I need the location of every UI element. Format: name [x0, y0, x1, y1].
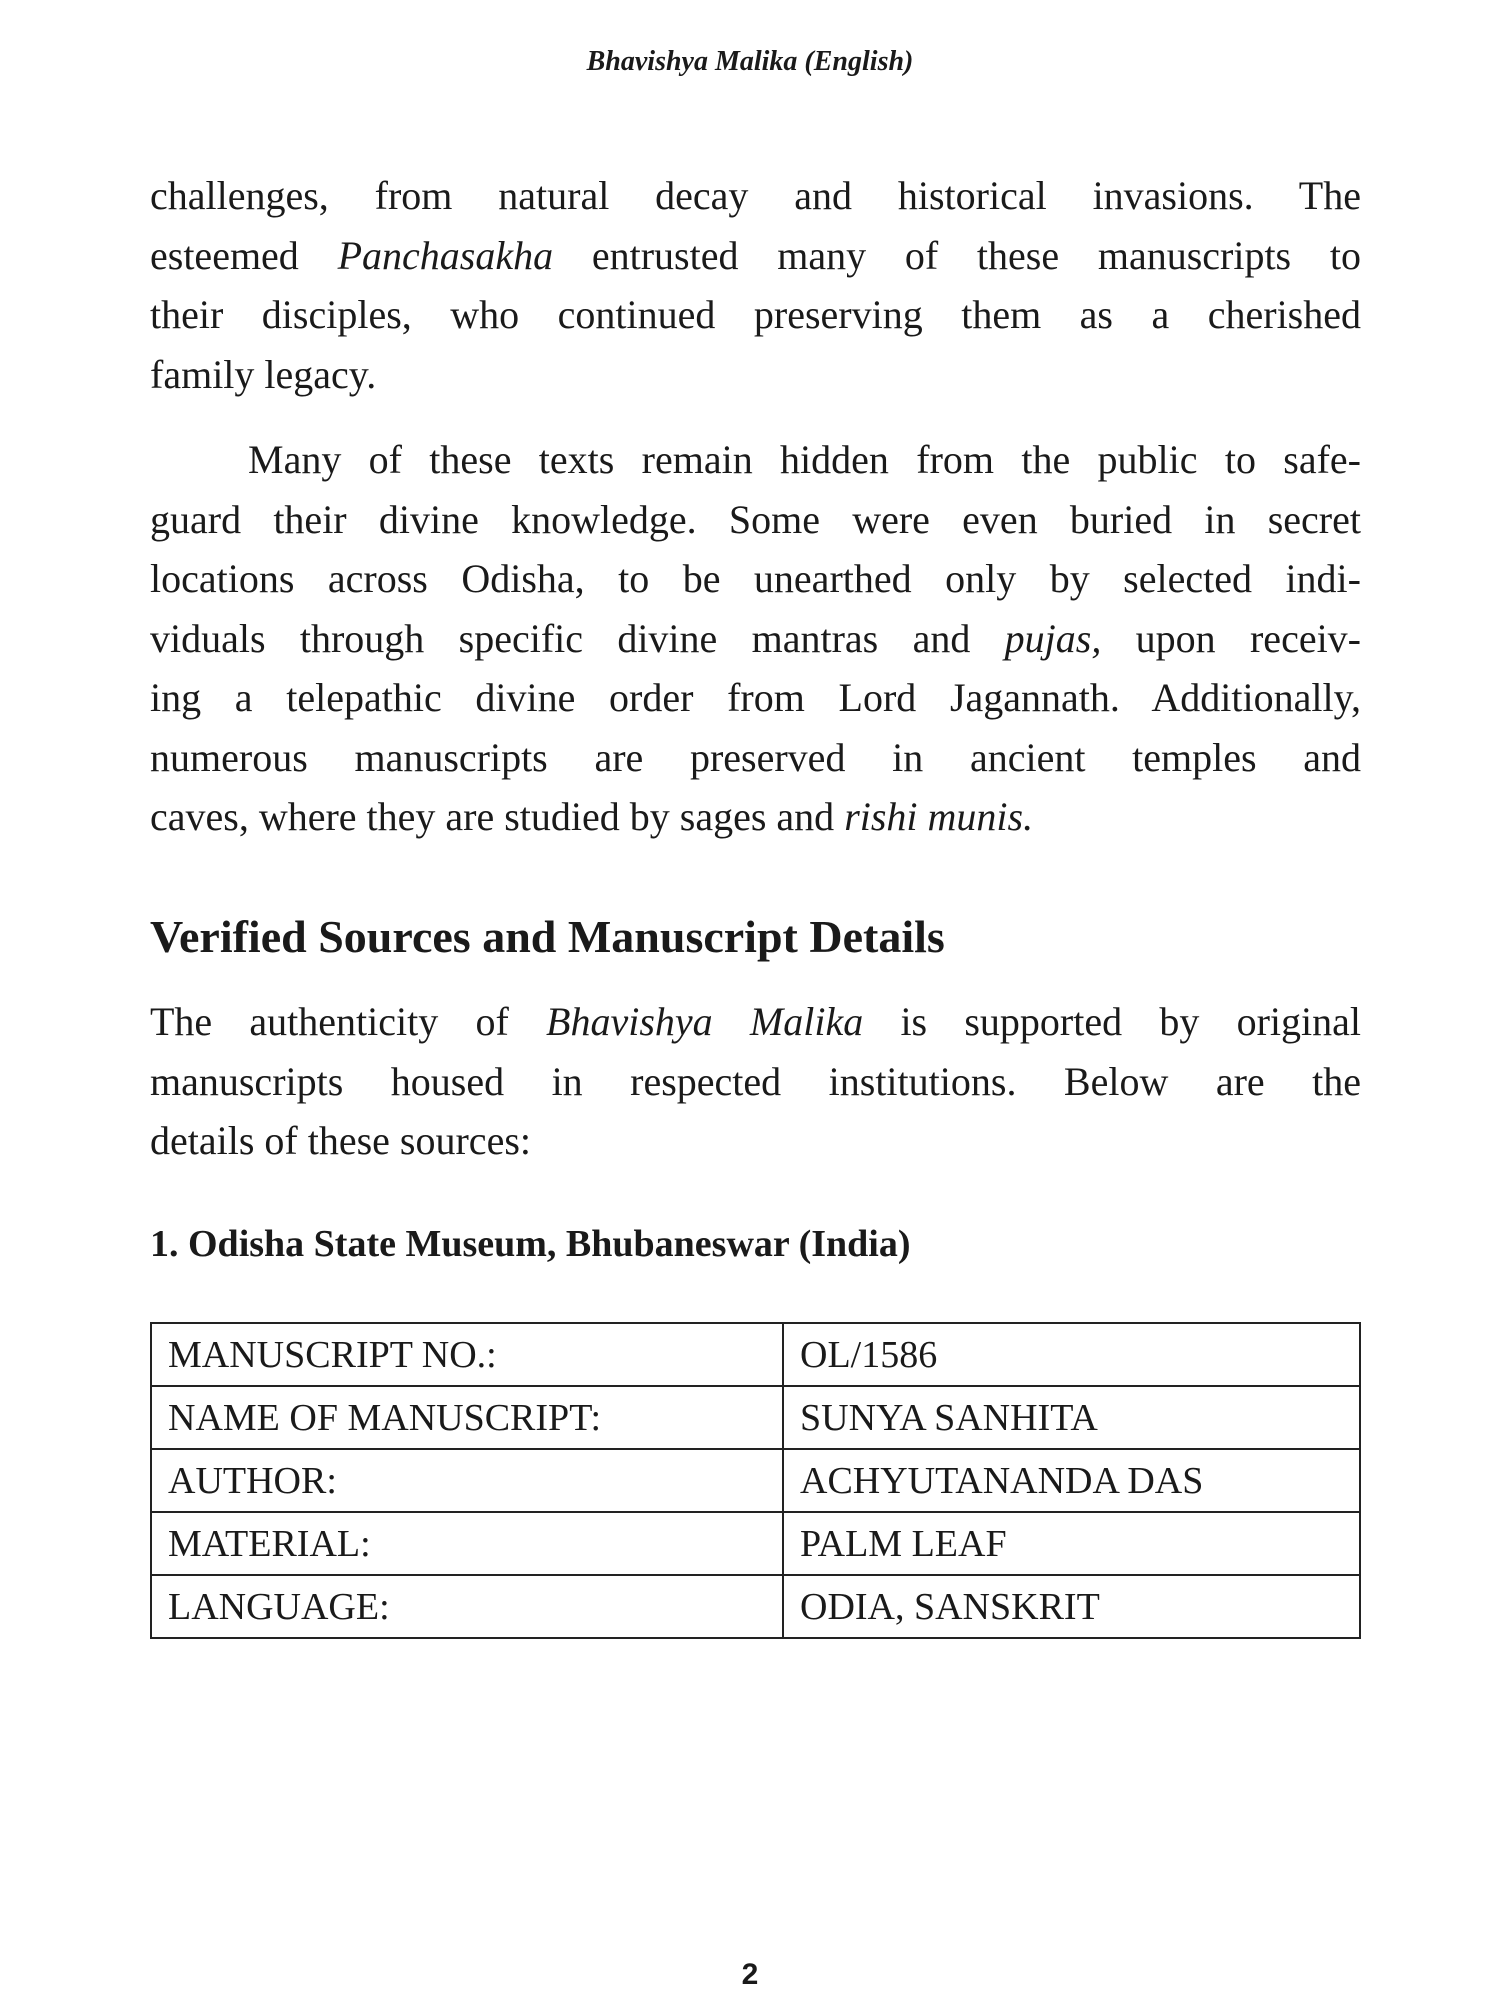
- text-segment: The authenticity of: [150, 999, 547, 1044]
- paragraph-1: [150, 166, 1361, 404]
- text-line: [150, 430, 1361, 490]
- text-segment: entrusted many of these manuscripts to: [553, 232, 1361, 278]
- text-line: [150, 345, 1361, 405]
- text-line: [150, 226, 1361, 286]
- table-row: [151, 1512, 1360, 1575]
- text-segment: numerous manuscripts are preserved in ancient temples and: [150, 734, 1361, 780]
- table-row: [151, 1323, 1360, 1386]
- field-label: AUTHOR:: [151, 1449, 783, 1512]
- page-number: 2: [741, 1958, 759, 1991]
- field-label: MATERIAL:: [151, 1512, 783, 1575]
- field-label: NAME OF MANUSCRIPT:: [151, 1386, 783, 1449]
- text-line: [150, 490, 1361, 550]
- text-segment: upon receiv-: [1101, 615, 1362, 661]
- italic-text: pujas,: [1004, 615, 1102, 661]
- italic-text: Panchasakha: [337, 232, 554, 278]
- italic-text: Bhavishya Malika: [546, 999, 864, 1044]
- text-line: [150, 668, 1361, 728]
- table-row: [151, 1449, 1360, 1512]
- field-value: PALM LEAF: [783, 1512, 1360, 1575]
- paragraph-3: [150, 992, 1361, 1171]
- field-value: ODIA, SANSKRIT: [783, 1575, 1360, 1638]
- text-line: [150, 549, 1361, 609]
- text-segment: viduals through specific divine mantras and: [150, 615, 1005, 661]
- manuscript-details-table: [150, 1322, 1361, 1639]
- text-line: [150, 728, 1361, 788]
- table-row: [151, 1386, 1360, 1449]
- section-heading: Verified Sources and Manuscript Details: [150, 911, 945, 962]
- field-value: OL/1586: [783, 1323, 1360, 1386]
- text-segment: Many of these texts remain hidden from the public to safe-: [248, 437, 1361, 482]
- text-segment: challenges, from natural decay and historical invasions. The: [150, 173, 1361, 218]
- field-value: ACHYUTANANDA DAS: [783, 1449, 1360, 1512]
- text-segment: details of these sources:: [150, 1118, 531, 1163]
- running-head: Bhavishya Malika (English): [586, 46, 914, 77]
- text-segment: is supported by original: [863, 999, 1361, 1044]
- text-segment: guard their divine knowledge. Some were even buried in secret: [150, 496, 1361, 542]
- field-label: LANGUAGE:: [151, 1575, 783, 1638]
- table-row: [151, 1575, 1360, 1638]
- text-segment: manuscripts housed in respected institutions. Below are the: [150, 1058, 1361, 1104]
- field-value: SUNYA SANHITA: [783, 1386, 1360, 1449]
- field-label: MANUSCRIPT NO.:: [151, 1323, 783, 1386]
- paragraph-2: [150, 430, 1361, 847]
- text-segment: caves, where they are studied by sages and: [150, 794, 845, 839]
- text-line: [150, 166, 1361, 226]
- text-line: [150, 1052, 1361, 1112]
- subsection-heading: 1. Odisha State Museum, Bhubaneswar (India): [150, 1223, 911, 1265]
- text-segment: family legacy.: [150, 351, 377, 397]
- text-line: [150, 787, 1361, 847]
- italic-text: rishi munis.: [844, 794, 1034, 839]
- text-segment: esteemed: [150, 232, 338, 278]
- text-segment: ing a telepathic divine order from Lord Jagannath. Additionally,: [150, 675, 1361, 720]
- text-line: [150, 1111, 1361, 1171]
- text-segment: locations across Odisha, to be unearthed only by selected indi-: [150, 556, 1361, 601]
- text-line: [150, 285, 1361, 345]
- text-line: [150, 992, 1361, 1052]
- text-segment: their disciples, who continued preserving them as a cherished: [150, 292, 1361, 337]
- text-line: [150, 609, 1361, 669]
